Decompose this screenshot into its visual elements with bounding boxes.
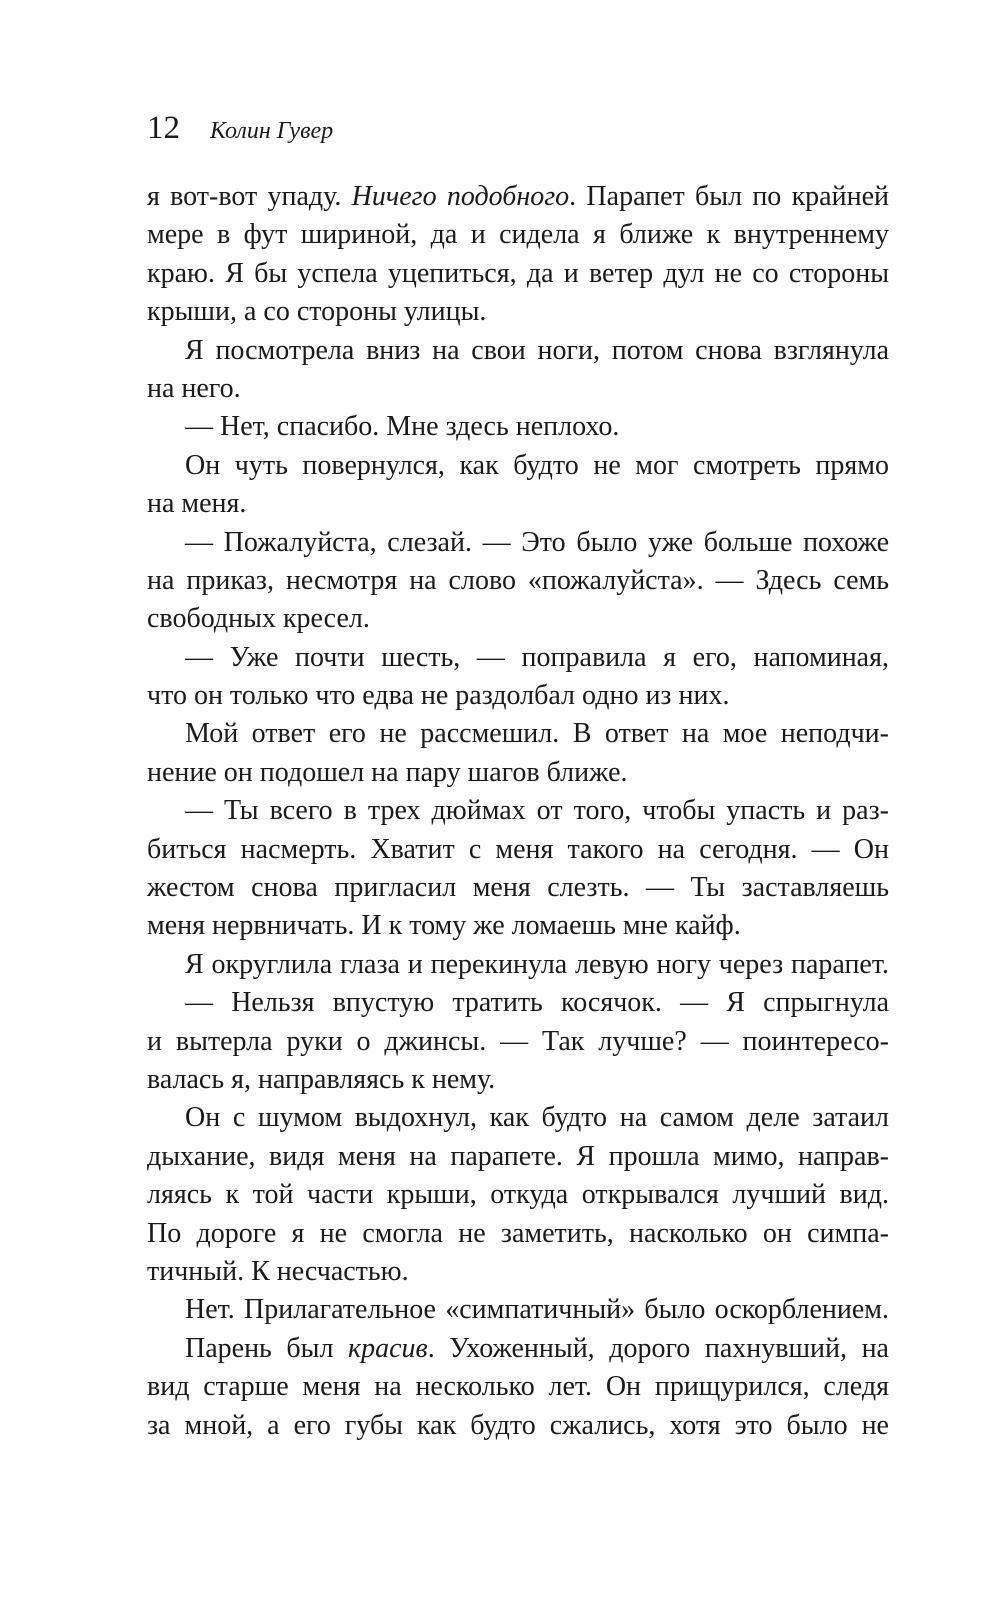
- page-header: [147, 110, 333, 160]
- body-text: [147, 178, 889, 1445]
- text-line: — Ты всего в трех дюймах от того, чтобы упасть и раз-: [185, 795, 889, 827]
- text-line: Парень был красив. Ухоженный, дорого пахнувший, на: [185, 1332, 889, 1364]
- text-line: меня нервничать. И к тому же ломаешь мне кайф.: [147, 910, 741, 942]
- text-line: вид старше меня на несколько лет. Он прищурился, следя: [147, 1371, 889, 1403]
- text-line: на него.: [147, 372, 241, 404]
- text-line: — Уже почти шесть, — поправила я его, напоминая,: [185, 641, 889, 673]
- text-line: крыши, а со стороны улицы.: [147, 296, 487, 328]
- text-line: биться насмерть. Хватит с меня такого на сегодня. — Он: [147, 833, 889, 865]
- text-line: По дороге я не смогла не заметить, насколько он симпа-: [147, 1217, 889, 1249]
- italic-phrase: красив: [348, 1332, 428, 1364]
- text-line: мере в фут шириной, да и сидела я ближе к внутреннему: [147, 219, 889, 251]
- text-line: — Нельзя впустую тратить косячок. — Я спрыгнула: [185, 987, 889, 1019]
- text-line: — Нет, спасибо. Мне здесь неплохо.: [185, 411, 620, 443]
- text-line: Я округлила глаза и перекинула левую ногу через парапет.: [185, 948, 889, 980]
- text-line: дыхание, видя меня на парапете. Я прошла мимо, направ-: [147, 1140, 889, 1172]
- text-line: за мной, а его губы как будто сжались, хотя это было не: [147, 1409, 889, 1441]
- text-line: нение он подошел на пару шагов ближе.: [147, 756, 628, 788]
- page-number: 12: [147, 110, 180, 146]
- running-head-author: Колин Гувер: [210, 118, 334, 144]
- text-line: валась я, направляясь к нему.: [147, 1063, 496, 1095]
- text-line: ляясь к той части крыши, откуда открывался лучший вид.: [147, 1179, 889, 1211]
- text-line: Мой ответ его не рассмешил. В ответ на мое неподчи-: [185, 718, 889, 750]
- text-line: свободных кресел.: [147, 603, 370, 635]
- text-line: что он только что едва не раздолбал одно из них.: [147, 680, 730, 712]
- text-line: — Пожалуйста, слезай. — Это было уже больше похоже: [185, 526, 889, 558]
- italic-phrase: Ничего подобного: [351, 181, 570, 212]
- text-line: тичный. К несчастью.: [147, 1255, 409, 1287]
- text-line: Он чуть повернулся, как будто не мог смотреть прямо: [185, 449, 889, 481]
- text-line: на приказ, несмотря на слово «пожалуйста». — Здесь семь: [147, 564, 889, 596]
- text-line: Я посмотрела вниз на свои ноги, потом снова взглянула: [185, 334, 889, 366]
- text-line: жестом снова пригласил меня слезть. — Ты заставляешь: [147, 872, 889, 904]
- text-line: Он с шумом выдохнул, как будто на самом деле затаил: [185, 1102, 889, 1134]
- text-line: и вытерла руки о джинсы. — Так лучше? — поинтересо-: [147, 1025, 889, 1057]
- text-line: я вот-вот упаду. Ничего подобного. Парапет был по крайней: [147, 181, 889, 212]
- text-line: Нет. Прилагательное «симпатичный» было оскорблением.: [185, 1294, 889, 1326]
- text-line: на меня.: [147, 488, 247, 520]
- text-line: краю. Я бы успела уцепиться, да и ветер дул не со стороны: [147, 257, 889, 289]
